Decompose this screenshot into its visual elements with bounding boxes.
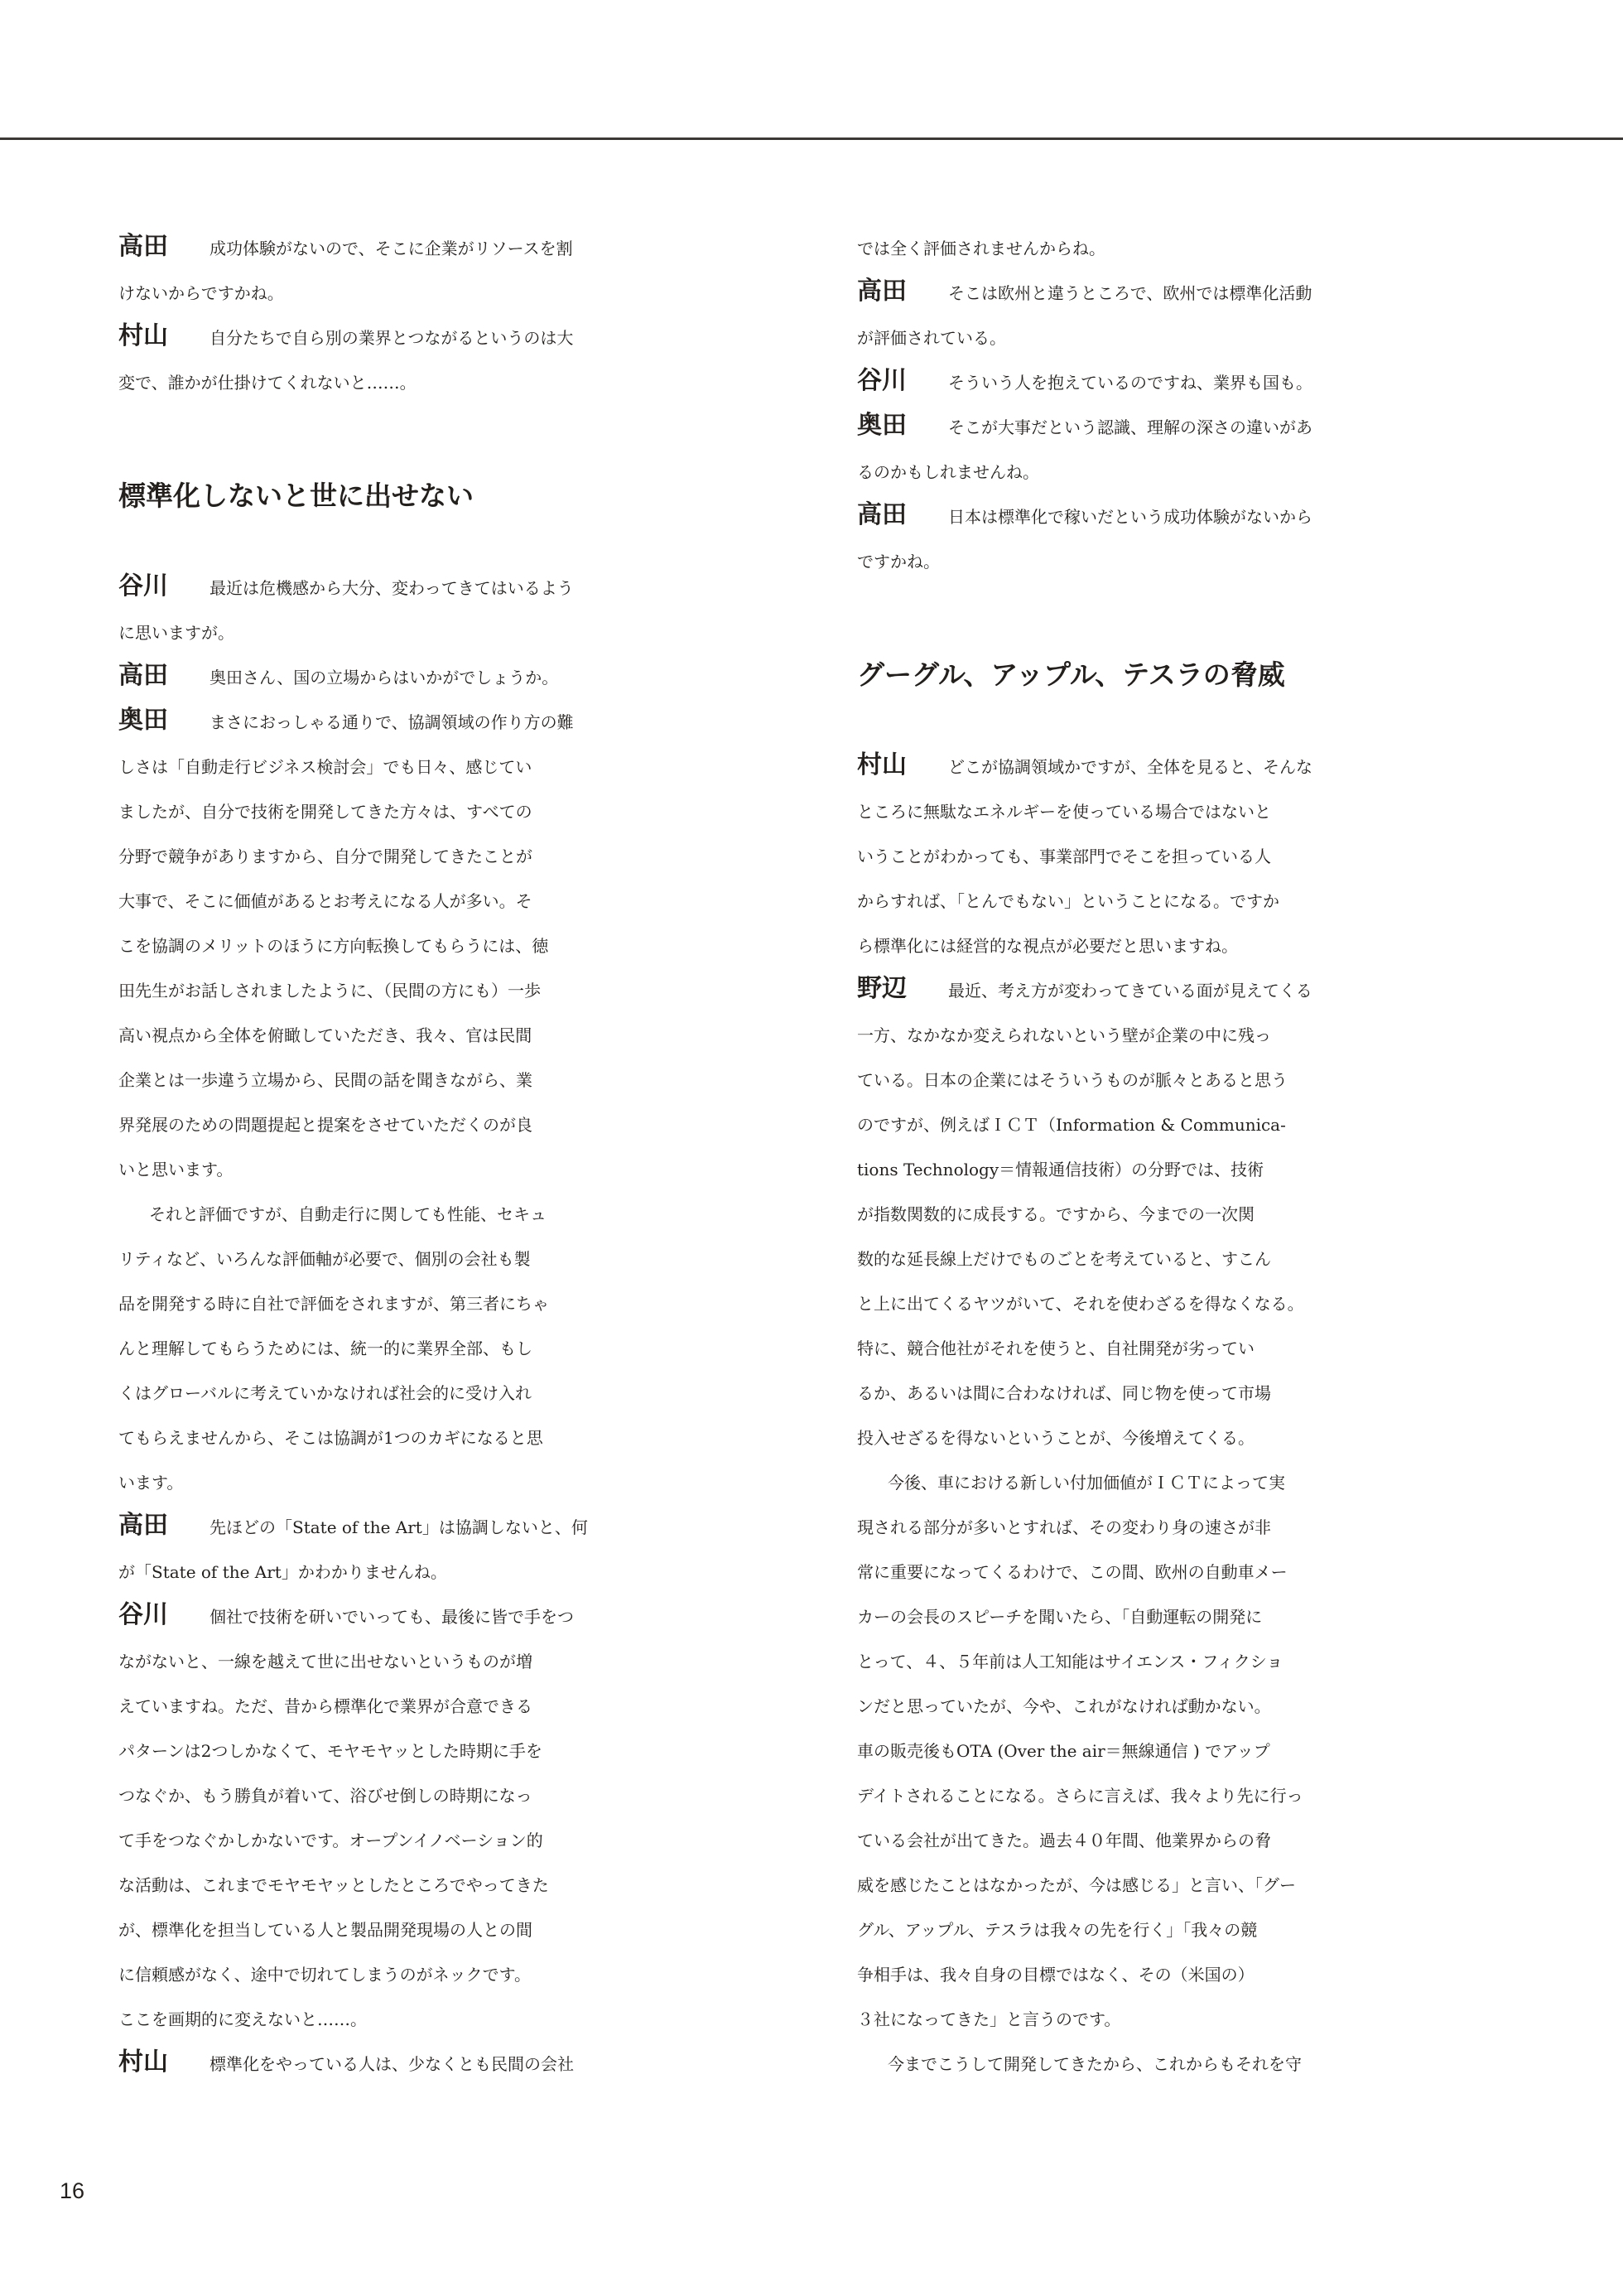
text-line: [857, 1189, 1519, 1234]
text-line: [857, 921, 1519, 966]
line-text: ている会社が出てきた。過去４０年間、他業界からの脅: [857, 1831, 1271, 1850]
line-text: と上に出てくるヤツがいて、それを使わざるを得なくなる。: [857, 1294, 1304, 1314]
line-text: ら標準化には経営的な視点が必要だと思いますね。: [857, 936, 1238, 956]
text-line: [857, 787, 1519, 832]
speaker-name: 村山: [118, 321, 168, 350]
speaker-line: [857, 403, 1519, 447]
line-text: 現される部分が多いとすれば、その変わり身の速さが非: [857, 1517, 1271, 1537]
text-line: [857, 1368, 1519, 1413]
text-line: [857, 1950, 1519, 1995]
speaker-line: [857, 268, 1519, 313]
line-text: 自分たちで自ら別の業界とつながるというのは大: [209, 328, 574, 348]
line-text: とって、４、５年前は人工知能はサイエンス・フィクショ: [857, 1652, 1283, 1671]
text-line: [118, 1860, 781, 1905]
line-text: 先ほどの「State of the Art」は協調しないと、何: [209, 1517, 588, 1537]
speaker-name: 高田: [857, 500, 907, 529]
text-line: [857, 1145, 1519, 1189]
text-line: [857, 1055, 1519, 1100]
speaker-line: [118, 697, 781, 742]
line-text: 成功体験がないので、そこに企業がリソースを割: [209, 239, 573, 258]
text-line: [857, 1995, 1519, 2039]
line-text: 威を感じたことはなかったが、今は感じる」と言い、「グー: [857, 1875, 1296, 1895]
speaker-name: 高田: [118, 232, 168, 261]
speaker-line: [857, 492, 1519, 537]
text-line: [857, 1816, 1519, 1860]
line-text: からすれば、「とんでもない」ということになる。ですか: [857, 891, 1279, 911]
line-text: そこが大事だという認識、理解の深さの違いがあ: [948, 417, 1312, 437]
line-text: ンだと思っていたが、今や、これがなければ動かない。: [857, 1696, 1271, 1716]
speaker-line: [118, 653, 781, 697]
text-line: [857, 1860, 1519, 1905]
text-line: [118, 1547, 781, 1592]
line-text: てもらえませんから、そこは協調が1つのカギになると思: [118, 1428, 543, 1448]
speaker-name: 野辺: [857, 974, 907, 1003]
text-line: [857, 1503, 1519, 1547]
text-line: [118, 921, 781, 966]
speaker-line: [857, 358, 1519, 403]
text-line: [857, 1726, 1519, 1771]
line-text: 常に重要になってくるわけで、この間、欧州の自動車メー: [857, 1562, 1288, 1582]
line-text: ところに無駄なエネルギーを使っている場合ではないと: [857, 802, 1271, 822]
spacer: [118, 519, 781, 563]
text-line: [118, 1100, 781, 1145]
line-text: ですかね。: [857, 552, 940, 572]
text-line: [118, 358, 781, 403]
line-text: が評価されている。: [857, 328, 1006, 348]
line-text: 変で、誰かが仕掛けてくれないと……。: [118, 373, 417, 393]
text-line: [118, 1145, 781, 1189]
line-text: が指数関数的に成長する。ですから、今までの一次関: [857, 1204, 1255, 1224]
text-line: [118, 966, 781, 1011]
line-text: しさは「自動走行ビジネス検討会」でも日々、感じてい: [118, 757, 532, 777]
text-line: [118, 1816, 781, 1860]
line-text: るのかもしれませんね。: [857, 462, 1039, 482]
line-text: のですが、例えばＩＣＴ（Information & Communica-: [857, 1115, 1286, 1135]
line-text: くはグローバルに考えていかなければ社会的に受け入れ: [118, 1383, 532, 1403]
page-number: 16: [60, 2178, 85, 2203]
text-line: [118, 1324, 781, 1368]
speaker-name: 谷川: [118, 572, 168, 601]
text-line: [118, 876, 781, 921]
line-text: グル、アップル、テスラは我々の先を行く」「我々の競: [857, 1920, 1258, 1940]
line-text: ここを画期的に変えないと……。: [118, 2009, 367, 2029]
text-line: [118, 787, 781, 832]
text-line: [118, 1279, 781, 1324]
speaker-line: [118, 1592, 781, 1637]
text-line: [118, 608, 781, 653]
line-text: 分野で競争がありますから、自分で開発してきたことが: [118, 847, 532, 866]
line-text: て手をつなぐかしかないです。オープンイノベーション的: [118, 1831, 543, 1850]
text-line: [857, 1681, 1519, 1726]
text-line: [118, 1055, 781, 1100]
text-line: [118, 1011, 781, 1055]
line-text: 田先生がお話しされましたように、（民間の方にも）一歩: [118, 981, 541, 1001]
left-column: [118, 224, 781, 2084]
line-text: 投入せざるを得ないということが、今後増えてくる。: [857, 1428, 1255, 1448]
speaker-name: 谷川: [118, 1600, 168, 1629]
line-text: tions Technology＝情報通信技術）の分野では、技術: [857, 1160, 1264, 1179]
line-text: 高い視点から全体を俯瞰していただき、我々、官は民間: [118, 1025, 532, 1045]
line-text: そういう人を抱えているのですね、業界も国も。: [948, 373, 1312, 393]
speaker-name: 奥田: [118, 706, 168, 735]
line-text: な活動は、これまでモヤモヤッとしたところでやってきた: [118, 1875, 549, 1895]
line-text: 個社で技術を研いでいっても、最後に皆で手をつ: [209, 1607, 574, 1627]
text-line: [118, 1995, 781, 2039]
line-text: います。: [118, 1473, 184, 1493]
text-line: [857, 1771, 1519, 1816]
line-text: に思いますが。: [118, 623, 234, 643]
line-text: 今までこうして開発してきたから、これからもそれを守: [888, 2054, 1302, 2074]
text-line: [118, 1189, 781, 1234]
spacer: [857, 697, 1519, 742]
line-text: 数的な延長線上だけでものごとを考えていると、すこん: [857, 1249, 1271, 1269]
speaker-line: [118, 563, 781, 608]
text-line: [118, 742, 781, 787]
line-text: どこが協調領域かですが、全体を見ると、そんな: [948, 757, 1312, 777]
text-line: [118, 1905, 781, 1950]
line-text: に信頼感がなく、途中で切れてしまうのがネックです。: [118, 1965, 531, 1985]
speaker-line: [118, 1503, 781, 1547]
text-line: [118, 1726, 781, 1771]
text-line: [857, 1011, 1519, 1055]
text-line: [118, 1681, 781, 1726]
speaker-name: 高田: [857, 277, 907, 306]
text-line: [857, 2039, 1519, 2084]
text-line: [118, 1368, 781, 1413]
line-text: が「State of the Art」かわかりませんね。: [118, 1562, 447, 1582]
spacer: [857, 581, 1519, 653]
line-text: 日本は標準化で稼いだという成功体験がないから: [948, 507, 1312, 527]
line-text: では全く評価されませんからね。: [857, 239, 1105, 258]
line-text: カーの会長のスピーチを聞いたら、「自動運転の開発に: [857, 1607, 1263, 1627]
line-text: ましたが、自分で技術を開発してきた方々は、すべての: [118, 802, 532, 822]
text-line: [118, 1413, 781, 1458]
line-text: るか、あるいは間に合わなければ、同じ物を使って市場: [857, 1383, 1271, 1403]
text-line: [118, 1234, 781, 1279]
speaker-line: [118, 224, 781, 268]
text-line: [857, 1547, 1519, 1592]
line-text: つなぐか、もう勝負が着いて、浴びせ倒しの時期になっ: [118, 1786, 532, 1806]
line-text: 最近、考え方が変わってきている面が見えてくる: [948, 981, 1312, 1001]
left-block-2: [118, 563, 781, 2084]
text-line: [857, 1458, 1519, 1503]
spacer: [118, 403, 781, 474]
line-text: えていますね。ただ、昔から標準化で業界が合意できる: [118, 1696, 532, 1716]
line-text: 一方、なかなか変えられないという壁が企業の中に残っ: [857, 1025, 1271, 1045]
text-line: [857, 1413, 1519, 1458]
text-line: [857, 447, 1519, 492]
line-text: リティなど、いろんな評価軸が必要で、個別の会社も製: [118, 1249, 531, 1269]
line-text: 最近は危機感から大分、変わってきてはいるよう: [209, 578, 574, 598]
section-heading-standardization: 標準化しないと世に出せない: [118, 480, 474, 512]
text-line: [857, 1100, 1519, 1145]
speaker-name: 高田: [118, 661, 168, 690]
speaker-line: [857, 742, 1519, 787]
text-line: [857, 1905, 1519, 1950]
line-text: 企業とは一歩違う立場から、民間の話を聞きながら、業: [118, 1070, 532, 1090]
line-text: ながないと、一線を越えて世に出せないというものが増: [118, 1652, 532, 1671]
right-block-1: [857, 224, 1519, 581]
text-line: [857, 1324, 1519, 1368]
line-text: 奥田さん、国の立場からはいかがでしょうか。: [209, 668, 559, 687]
line-text: いと思います。: [118, 1160, 234, 1179]
right-column: [857, 224, 1519, 2084]
speaker-name: 高田: [118, 1511, 168, 1540]
text-line: [857, 832, 1519, 876]
left-block-1: [118, 224, 781, 403]
line-text: が、標準化を担当している人と製品開発現場の人との間: [118, 1920, 532, 1940]
text-line: [857, 1279, 1519, 1324]
line-text: ている。日本の企業にはそういうものが脈々とあると思う: [857, 1070, 1288, 1090]
text-line: [118, 1950, 781, 1995]
text-line: [857, 537, 1519, 581]
speaker-name: 谷川: [857, 366, 907, 395]
text-line: [118, 268, 781, 313]
text-line: [857, 313, 1519, 358]
text-line: [118, 832, 781, 876]
line-text: ３社になってきた」と言うのです。: [857, 2009, 1121, 2029]
text-line: [118, 1637, 781, 1681]
header-rule: [0, 137, 1623, 140]
line-text: パターンは2つしかなくて、モヤモヤッとした時期に手を: [118, 1741, 542, 1761]
text-line: [857, 876, 1519, 921]
line-text: そこは欧州と違うところで、欧州では標準化活動: [948, 283, 1312, 303]
line-text: 品を開発する時に自社で評価をされますが、第三者にちゃ: [118, 1294, 549, 1314]
line-text: いうことがわかっても、事業部門でそこを担っている人: [857, 847, 1271, 866]
speaker-name: 村山: [857, 750, 907, 779]
text-line: [857, 1592, 1519, 1637]
line-text: んと理解してもらうためには、統一的に業界全部、もし: [118, 1339, 532, 1358]
text-line: [118, 1771, 781, 1816]
line-text: 車の販売後もOTA (Over the air＝無線通信 ) でアップ: [857, 1741, 1270, 1761]
line-text: まさにおっしゃる通りで、協調領域の作り方の難: [209, 712, 574, 732]
line-text: 特に、競合他社がそれを使うと、自社開発が劣ってい: [857, 1339, 1255, 1358]
line-text: デイトされることになる。さらに言えば、我々より先に行っ: [857, 1786, 1303, 1806]
line-text: 大事で、そこに価値があるとお考えになる人が多い。そ: [118, 891, 532, 911]
text-line: [118, 1458, 781, 1503]
line-text: それと評価ですが、自動走行に関しても性能、セキュ: [149, 1204, 547, 1224]
text-line: [857, 224, 1519, 268]
text-line: [857, 1637, 1519, 1681]
speaker-line: [857, 966, 1519, 1011]
text-line: [857, 1234, 1519, 1279]
speaker-name: 村山: [118, 2048, 168, 2077]
line-text: 界発展のための問題提起と提案をさせていただくのが良: [118, 1115, 532, 1135]
line-text: 標準化をやっている人は、少なくとも民間の会社: [209, 2054, 574, 2074]
line-text: 今後、車における新しい付加価値がＩＣＴによって実: [888, 1473, 1285, 1493]
right-block-2: [857, 742, 1519, 2084]
line-text: 争相手は、我々自身の目標ではなく、その（米国の）: [857, 1965, 1255, 1985]
speaker-line: [118, 2039, 781, 2084]
line-text: こを協調のメリットのほうに方向転換してもらうには、徳: [118, 936, 549, 956]
speaker-line: [118, 313, 781, 358]
line-text: けないからですかね。: [118, 283, 284, 303]
speaker-name: 奥田: [857, 411, 907, 440]
section-heading-threat: グーグル、アップル、テスラの脅威: [857, 658, 1285, 691]
